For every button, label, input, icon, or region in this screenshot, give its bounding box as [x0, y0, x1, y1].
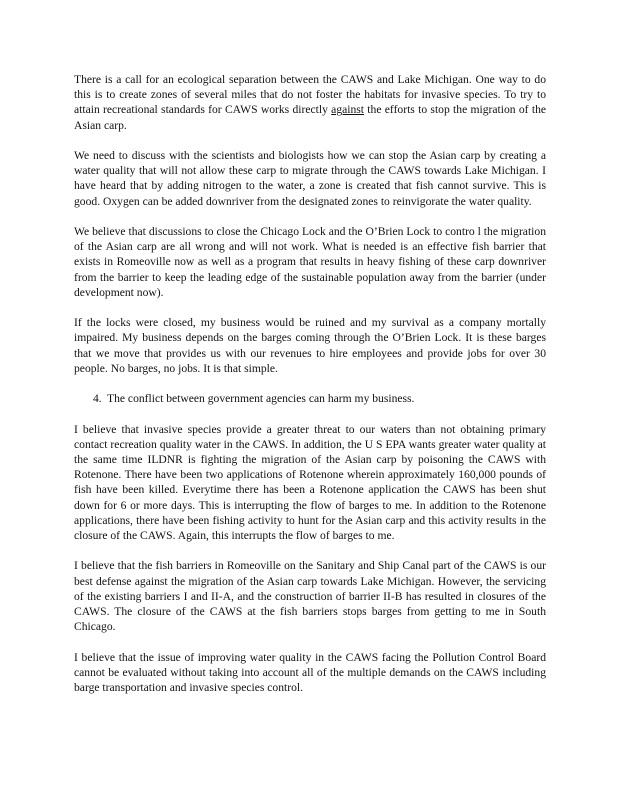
paragraph-water-quality: We need to discuss with the scientists and biologists how we can stop the Asian carp by creating a water quality that will not allow these carp to migrate through the CAWS towards Lake Michigan. I have heard that by adding nitrogen to the water, a zone is created that fish cannot survive. This is good. Oxygen can be added downriver from the designated zones to reinvigorate the water quality. [74, 149, 546, 208]
paragraph-text: There is a call for an ecological separation between the CAWS and Lake Michigan. One way to do this is to create zones of several miles that do not foster the habitats for invasive species. To try to attain recreational standards for CAWS works directly [74, 73, 546, 117]
document-body [74, 72, 546, 710]
paragraph-pollution-board: I believe that the issue of improving water quality in the CAWS facing the Pollution Control Board cannot be evaluated without taking into account all of the multiple demands on the CAWS including barge transportation and invasive species control. [74, 650, 546, 695]
numbered-item-4 [74, 391, 546, 406]
paragraph-lock-closure: We believe that discussions to close the Chicago Lock and the O’Brien Lock to contro l the migration of the Asian carp are all wrong and will not work. What is needed is an effective fish barrier that exists in Romeoville now as well as a program that results in heavy fishing of these carp downriver from the barrier to keep the leading edge of the sustainable population away from the barrier (under development now). [74, 225, 546, 299]
paragraph-invasive-species: I believe that invasive species provide a greater threat to our waters than not obtaining primary contact recreation quality water in the CAWS. In addition, the U S EPA wants greater water quality at the same time ILDNR is fighting the migration of the Asian carp by poisoning the CAWS with Rotenone. There have been two applications of Rotenone wherein approximately 160,000 pounds of fish have been killed. Everytime there has been a Rotenone application the CAWS has been shut down for 6 or more days. This is interrupting the flow of barges to me. In addition to the Rotenone applications, there have been fishing activity to hunt for the Asian carp and this activity results in the closure of the CAWS. Again, this interrupts the flow of barges to me. [74, 422, 546, 543]
underlined-word: against [331, 103, 365, 117]
list-number: 4. [93, 392, 102, 406]
list-item-text: The conflict between government agencies can harm my business. [107, 392, 415, 406]
paragraph-fish-barriers: I believe that the fish barriers in Romeoville on the Sanitary and Ship Canal part of the CAWS is our best defense against the migration of the Asian carp towards Lake Michigan. However, the servicing of the existing barriers I and II-A, and the construction of barrier II-B has resulted in closures of the CAWS. The closure of the CAWS at the fish barriers stops barges from getting to me in South Chicago. [74, 559, 546, 634]
paragraph-text: the efforts to stop the migration of the Asian carp. [74, 103, 547, 132]
paragraph-business-impact: If the locks were closed, my business would be ruined and my survival as a company mortally impaired. My business depends on the barges coming through the O’Brien Lock. It is these barges that we move that provides us with our revenues to hire employees and provide jobs for over 30 people. No barges, no jobs. It is that simple. [74, 316, 546, 375]
paragraph-ecological-separation [74, 72, 546, 133]
